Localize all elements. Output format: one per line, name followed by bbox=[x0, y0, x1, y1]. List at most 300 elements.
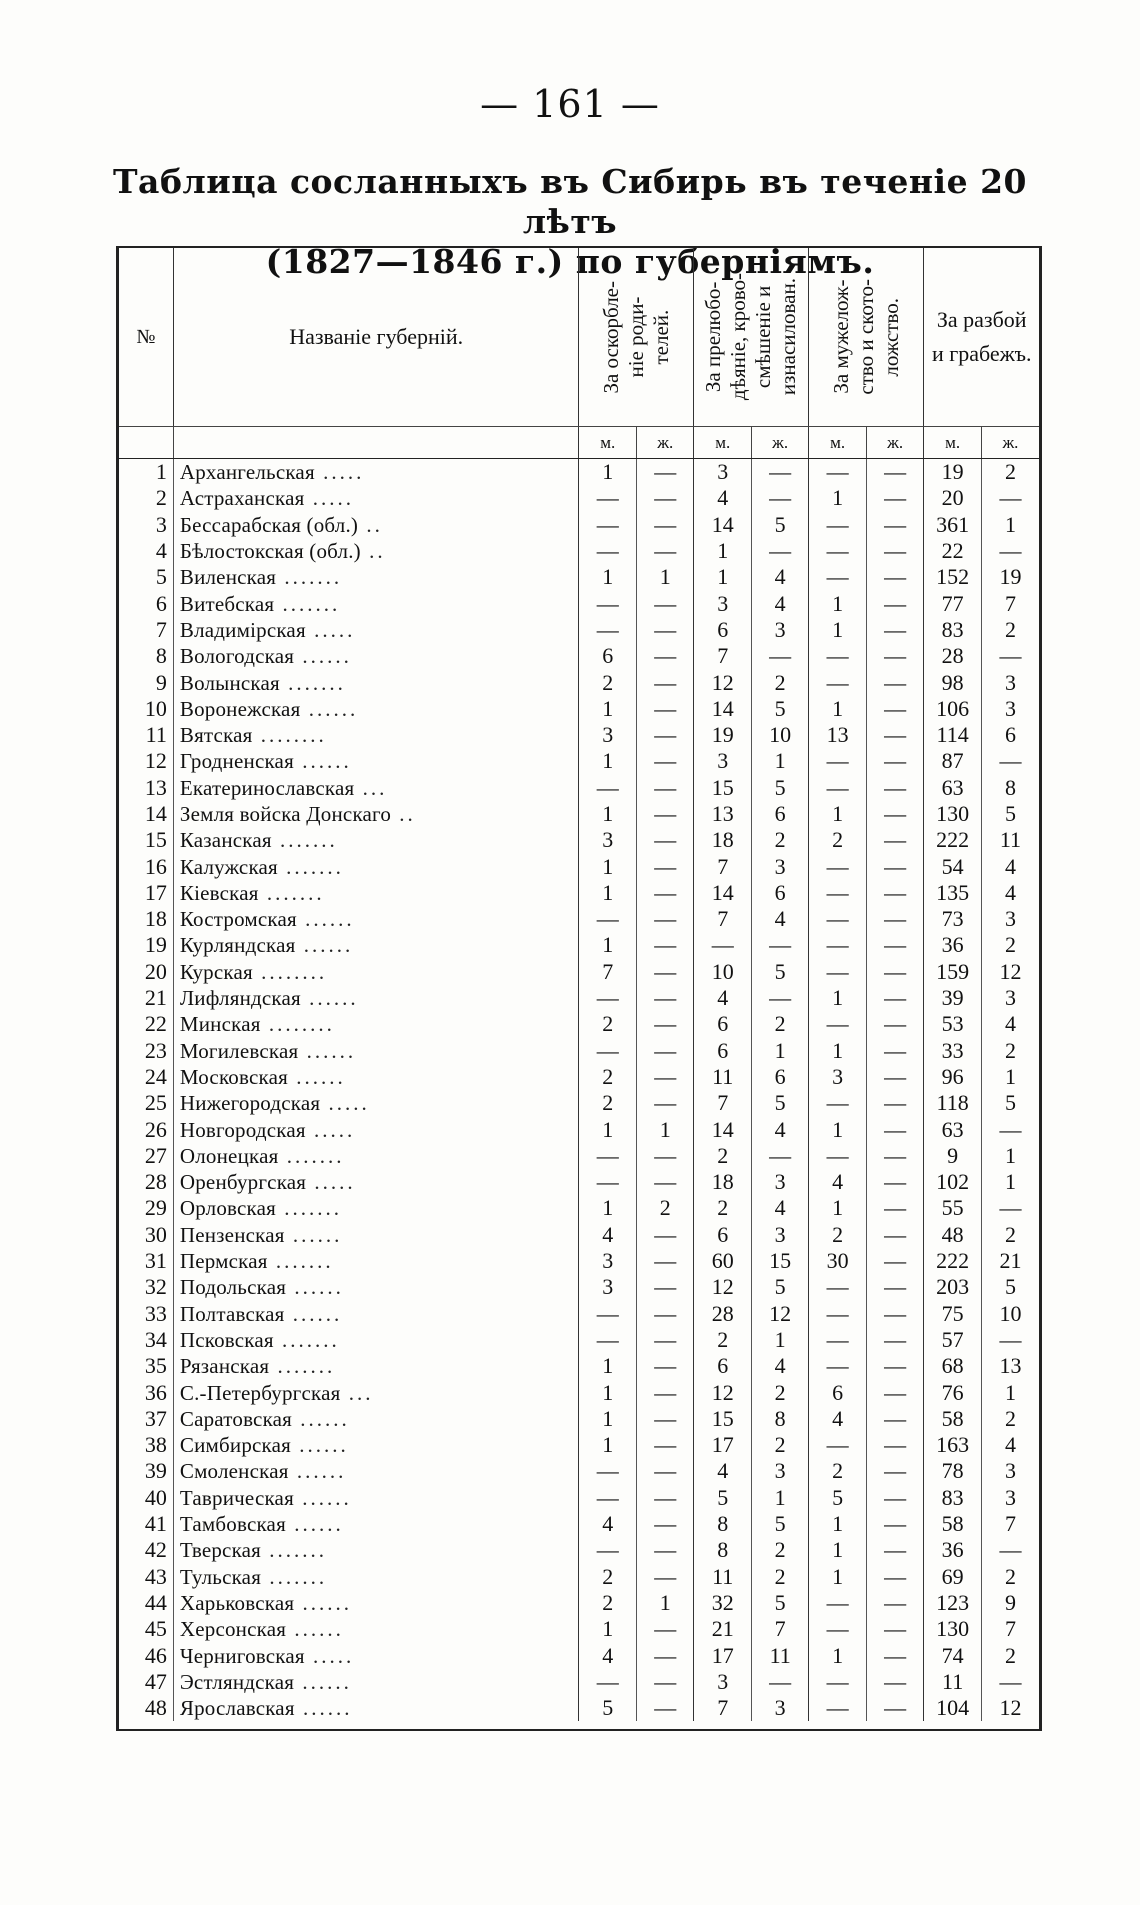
table-cell: 7 bbox=[579, 959, 636, 985]
province-name: Тамбовская ...... bbox=[173, 1511, 579, 1537]
table-cell: 2 bbox=[579, 1563, 636, 1589]
province-name: Пермская ....... bbox=[173, 1248, 579, 1274]
province-name: Тульская ....... bbox=[173, 1563, 579, 1589]
table-cell: 6 bbox=[809, 1379, 866, 1405]
table-cell: 8 bbox=[751, 1406, 808, 1432]
table-cell: 104 bbox=[924, 1695, 981, 1721]
row-number: 46 bbox=[144, 1642, 167, 1668]
table-cell: — bbox=[809, 459, 866, 486]
row-number: 4 bbox=[155, 538, 167, 564]
row-number: 15 bbox=[144, 827, 167, 853]
table-cell: 2 bbox=[809, 827, 866, 853]
table-cell: 2 bbox=[579, 1590, 636, 1616]
table-cell: — bbox=[636, 748, 693, 774]
table-cell: 63 bbox=[924, 775, 981, 801]
province-name: Бессарабская (обл.) .. bbox=[173, 512, 579, 538]
table-cell: — bbox=[866, 1064, 923, 1090]
row-number: 37 bbox=[144, 1405, 167, 1431]
table-cell: — bbox=[866, 775, 923, 801]
table-cell: 3 bbox=[751, 1222, 808, 1248]
table-cell: — bbox=[579, 1669, 636, 1695]
row-number: 17 bbox=[144, 879, 167, 905]
table-cell: — bbox=[636, 801, 693, 827]
table-row bbox=[119, 1169, 1039, 1195]
table-cell: — bbox=[636, 1406, 693, 1432]
table-cell: 1 bbox=[809, 617, 866, 643]
table-cell: 87 bbox=[924, 748, 981, 774]
table-cell: 60 bbox=[694, 1248, 751, 1274]
table-cell: — bbox=[636, 1511, 693, 1537]
table-cell: 19 bbox=[981, 564, 1039, 590]
row-number: 28 bbox=[144, 1169, 167, 1195]
table-cell: 3 bbox=[981, 1458, 1039, 1484]
table-row bbox=[119, 1458, 1039, 1484]
table-cell: 12 bbox=[694, 1379, 751, 1405]
table-cell: 76 bbox=[924, 1379, 981, 1405]
subheader-zh: ж. bbox=[866, 427, 923, 459]
table-cell: 1 bbox=[579, 1379, 636, 1405]
table-cell: 4 bbox=[751, 906, 808, 932]
table-cell: 36 bbox=[924, 1537, 981, 1563]
table-cell: 1 bbox=[981, 1169, 1039, 1195]
table-cell: 2 bbox=[751, 669, 808, 695]
table-cell: 58 bbox=[924, 1406, 981, 1432]
table-cell: 13 bbox=[809, 722, 866, 748]
row-number: 23 bbox=[144, 1037, 167, 1063]
province-name: Черниговская ..... bbox=[173, 1642, 579, 1668]
province-name: Кіевская ....... bbox=[173, 880, 579, 906]
table-cell: — bbox=[981, 1327, 1039, 1353]
table-cell: 5 bbox=[694, 1485, 751, 1511]
table-cell: — bbox=[809, 1590, 866, 1616]
table-row bbox=[119, 590, 1039, 616]
table-cell: — bbox=[579, 538, 636, 564]
row-number: 16 bbox=[144, 853, 167, 879]
table-cell: 68 bbox=[924, 1353, 981, 1379]
table-cell: — bbox=[636, 1090, 693, 1116]
table-row bbox=[119, 1011, 1039, 1037]
table-cell: — bbox=[866, 827, 923, 853]
table-cell: 361 bbox=[924, 512, 981, 538]
table-cell: 12 bbox=[981, 1695, 1039, 1721]
table-cell: — bbox=[579, 906, 636, 932]
row-number: 14 bbox=[144, 801, 167, 826]
table-cell: 1 bbox=[809, 1116, 866, 1142]
table-cell: 5 bbox=[751, 1090, 808, 1116]
table-cell: — bbox=[751, 1669, 808, 1695]
table-cell: 12 bbox=[981, 959, 1039, 985]
table-cell: 1 bbox=[981, 512, 1039, 538]
table-cell: 75 bbox=[924, 1301, 981, 1327]
exiles-table-frame bbox=[116, 246, 1042, 1731]
header-robbery: За разбой и грабежъ. bbox=[924, 248, 1039, 427]
table-cell: 7 bbox=[694, 1695, 751, 1721]
row-number: 47 bbox=[144, 1668, 167, 1694]
table-cell: 2 bbox=[694, 1143, 751, 1169]
subheader-m: м. bbox=[579, 427, 636, 459]
table-cell: 1 bbox=[579, 459, 636, 486]
table-cell: 4 bbox=[751, 1116, 808, 1142]
table-cell: 3 bbox=[694, 1669, 751, 1695]
table-cell: 159 bbox=[924, 959, 981, 985]
table-cell: 13 bbox=[981, 1353, 1039, 1379]
row-number: 43 bbox=[144, 1563, 167, 1589]
province-name: Вологодская ...... bbox=[173, 643, 579, 669]
table-cell: 98 bbox=[924, 669, 981, 695]
province-name: Владимірская ..... bbox=[173, 617, 579, 643]
table-row bbox=[119, 985, 1039, 1011]
table-cell: 6 bbox=[579, 643, 636, 669]
table-row bbox=[119, 906, 1039, 932]
table-cell: — bbox=[636, 959, 693, 985]
table-cell: — bbox=[866, 1616, 923, 1642]
table-row bbox=[119, 1353, 1039, 1379]
table-cell: 9 bbox=[924, 1143, 981, 1169]
table-cell: 12 bbox=[694, 1274, 751, 1300]
row-number: 2 bbox=[155, 485, 167, 511]
table-cell: — bbox=[636, 617, 693, 643]
table-cell: 2 bbox=[809, 1458, 866, 1484]
table-cell: 4 bbox=[809, 1406, 866, 1432]
table-cell: — bbox=[866, 1458, 923, 1484]
table-cell: 3 bbox=[981, 696, 1039, 722]
table-cell: — bbox=[866, 512, 923, 538]
table-row bbox=[119, 801, 1039, 827]
table-cell: — bbox=[981, 643, 1039, 669]
row-number: 18 bbox=[144, 906, 167, 932]
table-cell: — bbox=[809, 880, 866, 906]
table-cell: — bbox=[809, 775, 866, 801]
table-cell: — bbox=[636, 590, 693, 616]
table-cell: — bbox=[866, 722, 923, 748]
table-cell: 30 bbox=[809, 1248, 866, 1274]
table-cell: 106 bbox=[924, 696, 981, 722]
table-cell: — bbox=[866, 1642, 923, 1668]
row-number: 42 bbox=[144, 1537, 167, 1563]
table-row bbox=[119, 459, 1039, 486]
table-cell: — bbox=[866, 1222, 923, 1248]
table-row bbox=[119, 1406, 1039, 1432]
province-name: Псковская ....... bbox=[173, 1327, 579, 1353]
table-cell: 1 bbox=[809, 1511, 866, 1537]
table-cell: 4 bbox=[751, 590, 808, 616]
table-cell: — bbox=[751, 485, 808, 511]
table-cell: 6 bbox=[751, 1064, 808, 1090]
province-name: Тверская ....... bbox=[173, 1537, 579, 1563]
table-cell: — bbox=[809, 906, 866, 932]
table-cell: 83 bbox=[924, 1485, 981, 1511]
province-name: Калужская ....... bbox=[173, 853, 579, 879]
table-row bbox=[119, 1379, 1039, 1405]
table-cell: 6 bbox=[694, 1011, 751, 1037]
table-cell: — bbox=[636, 932, 693, 958]
table-row bbox=[119, 1143, 1039, 1169]
table-cell: — bbox=[866, 880, 923, 906]
table-cell: 114 bbox=[924, 722, 981, 748]
table-cell: 2 bbox=[694, 1195, 751, 1221]
row-number: 32 bbox=[144, 1274, 167, 1300]
table-cell: 1 bbox=[636, 1590, 693, 1616]
table-cell: 14 bbox=[694, 1116, 751, 1142]
exiles-table bbox=[119, 248, 1039, 1721]
table-cell: 55 bbox=[924, 1195, 981, 1221]
province-name: Орловская ....... bbox=[173, 1195, 579, 1221]
table-cell: 54 bbox=[924, 853, 981, 879]
gender-subheader-row bbox=[119, 427, 1039, 459]
row-number: 30 bbox=[144, 1221, 167, 1247]
table-cell: 11 bbox=[751, 1642, 808, 1668]
province-name: Екатеринославская ... bbox=[173, 775, 579, 801]
table-cell: — bbox=[636, 1642, 693, 1668]
row-number: 34 bbox=[144, 1326, 167, 1352]
row-number: 8 bbox=[155, 643, 167, 669]
table-row bbox=[119, 827, 1039, 853]
table-cell: 203 bbox=[924, 1274, 981, 1300]
table-cell: 1 bbox=[809, 1038, 866, 1064]
table-cell: 2 bbox=[981, 617, 1039, 643]
table-cell: — bbox=[866, 1169, 923, 1195]
table-cell: 48 bbox=[924, 1222, 981, 1248]
province-name: Лифляндская ...... bbox=[173, 985, 579, 1011]
table-row bbox=[119, 1327, 1039, 1353]
province-name: Минская ........ bbox=[173, 1011, 579, 1037]
table-cell: — bbox=[809, 1301, 866, 1327]
table-cell: — bbox=[866, 1195, 923, 1221]
table-cell: 5 bbox=[751, 775, 808, 801]
table-cell: — bbox=[636, 669, 693, 695]
table-cell: 13 bbox=[694, 801, 751, 827]
subheader-zh: ж. bbox=[636, 427, 693, 459]
table-cell: 1 bbox=[579, 853, 636, 879]
table-body bbox=[119, 459, 1039, 1722]
table-cell: — bbox=[866, 1090, 923, 1116]
table-cell: 1 bbox=[981, 1379, 1039, 1405]
table-row bbox=[119, 1274, 1039, 1300]
table-cell: — bbox=[636, 985, 693, 1011]
table-cell: 3 bbox=[981, 669, 1039, 695]
province-name: Вятская ........ bbox=[173, 722, 579, 748]
table-cell: — bbox=[809, 1090, 866, 1116]
table-cell: — bbox=[866, 959, 923, 985]
table-cell: 2 bbox=[751, 1432, 808, 1458]
table-cell: 28 bbox=[924, 643, 981, 669]
table-cell: 4 bbox=[981, 853, 1039, 879]
table-cell: 19 bbox=[924, 459, 981, 486]
table-cell: — bbox=[866, 1116, 923, 1142]
province-name: Херсонская ...... bbox=[173, 1616, 579, 1642]
table-cell: — bbox=[579, 1327, 636, 1353]
table-cell: 2 bbox=[751, 1537, 808, 1563]
table-row bbox=[119, 1537, 1039, 1563]
table-cell: — bbox=[636, 512, 693, 538]
row-number: 6 bbox=[155, 590, 167, 616]
province-name: Харьковская ...... bbox=[173, 1590, 579, 1616]
table-cell: 3 bbox=[981, 906, 1039, 932]
row-number: 12 bbox=[144, 748, 167, 774]
table-cell: 6 bbox=[694, 1222, 751, 1248]
table-cell: 1 bbox=[809, 985, 866, 1011]
table-cell: 18 bbox=[694, 1169, 751, 1195]
province-name: Подольская ...... bbox=[173, 1274, 579, 1300]
table-cell: 5 bbox=[579, 1695, 636, 1721]
table-cell: 2 bbox=[981, 1563, 1039, 1589]
province-name: Земля войска Донскаго .. bbox=[173, 801, 579, 827]
table-cell: 1 bbox=[694, 564, 751, 590]
table-row bbox=[119, 932, 1039, 958]
province-name: Рязанская ....... bbox=[173, 1353, 579, 1379]
province-name: С.-Петербургская ... bbox=[173, 1379, 579, 1405]
table-cell: — bbox=[866, 1590, 923, 1616]
table-cell: 1 bbox=[579, 696, 636, 722]
table-cell: 4 bbox=[981, 880, 1039, 906]
row-number: 7 bbox=[155, 616, 167, 642]
table-row bbox=[119, 748, 1039, 774]
province-name: Ярославская ...... bbox=[173, 1695, 579, 1721]
table-cell: — bbox=[866, 1301, 923, 1327]
table-cell: 3 bbox=[809, 1064, 866, 1090]
subheader-m: м. bbox=[924, 427, 981, 459]
table-cell: — bbox=[809, 959, 866, 985]
table-cell: 33 bbox=[924, 1038, 981, 1064]
table-cell: — bbox=[866, 1038, 923, 1064]
table-cell: — bbox=[981, 1669, 1039, 1695]
table-cell: 14 bbox=[694, 696, 751, 722]
table-cell: 1 bbox=[579, 1616, 636, 1642]
row-number: 10 bbox=[144, 695, 167, 721]
table-row bbox=[119, 880, 1039, 906]
table-cell: — bbox=[579, 1169, 636, 1195]
table-row bbox=[119, 1064, 1039, 1090]
table-cell: 3 bbox=[579, 1248, 636, 1274]
table-cell: — bbox=[636, 1353, 693, 1379]
table-cell: 5 bbox=[751, 959, 808, 985]
table-cell: — bbox=[809, 1695, 866, 1721]
table-cell: 57 bbox=[924, 1327, 981, 1353]
table-cell: — bbox=[579, 1301, 636, 1327]
table-cell: — bbox=[636, 1038, 693, 1064]
header-insulting-parents: За оскорбле- ніе роди- телей. bbox=[579, 248, 694, 427]
province-name: Новгородская ..... bbox=[173, 1116, 579, 1142]
table-cell: — bbox=[866, 696, 923, 722]
row-number: 26 bbox=[144, 1116, 167, 1142]
table-cell: 2 bbox=[751, 1563, 808, 1589]
table-cell: 1 bbox=[809, 1642, 866, 1668]
table-cell: — bbox=[636, 722, 693, 748]
table-cell: 5 bbox=[809, 1485, 866, 1511]
table-row bbox=[119, 722, 1039, 748]
table-cell: — bbox=[866, 1327, 923, 1353]
table-cell: 2 bbox=[751, 1011, 808, 1037]
title-line-1: Таблица сосланныхъ въ Сибирь въ теченіе 20 лѣтъ bbox=[113, 162, 1027, 241]
table-cell: — bbox=[636, 1695, 693, 1721]
table-row bbox=[119, 1248, 1039, 1274]
table-cell: 3 bbox=[751, 1695, 808, 1721]
table-cell: — bbox=[751, 459, 808, 486]
table-cell: — bbox=[866, 1143, 923, 1169]
table-cell: 1 bbox=[981, 1064, 1039, 1090]
province-name: Нижегородская ..... bbox=[173, 1090, 579, 1116]
table-cell: 20 bbox=[924, 485, 981, 511]
table-cell: 1 bbox=[751, 1327, 808, 1353]
table-cell: 1 bbox=[579, 880, 636, 906]
table-cell: — bbox=[981, 1537, 1039, 1563]
table-cell: 4 bbox=[579, 1511, 636, 1537]
table-cell: 2 bbox=[981, 1038, 1039, 1064]
table-cell: — bbox=[866, 1274, 923, 1300]
table-cell: — bbox=[866, 485, 923, 511]
table-cell: 3 bbox=[751, 617, 808, 643]
table-cell: 102 bbox=[924, 1169, 981, 1195]
row-number: 19 bbox=[144, 932, 167, 958]
province-name: Витебская ....... bbox=[173, 590, 579, 616]
table-cell: 17 bbox=[694, 1432, 751, 1458]
row-number: 21 bbox=[144, 985, 167, 1011]
table-cell: — bbox=[579, 985, 636, 1011]
table-cell: 1 bbox=[751, 1038, 808, 1064]
table-cell: 8 bbox=[694, 1511, 751, 1537]
table-cell: — bbox=[636, 485, 693, 511]
subheader-zh: ж. bbox=[751, 427, 808, 459]
table-cell: 4 bbox=[981, 1432, 1039, 1458]
table-cell: 1 bbox=[809, 1563, 866, 1589]
header-number: № bbox=[119, 248, 173, 427]
table-row bbox=[119, 1590, 1039, 1616]
table-cell: 222 bbox=[924, 827, 981, 853]
table-cell: 4 bbox=[751, 1195, 808, 1221]
table-row bbox=[119, 512, 1039, 538]
province-name: Оренбургская ..... bbox=[173, 1169, 579, 1195]
table-cell: 1 bbox=[579, 801, 636, 827]
table-row bbox=[119, 1563, 1039, 1589]
table-cell: 5 bbox=[751, 696, 808, 722]
row-number: 33 bbox=[144, 1300, 167, 1326]
table-cell: — bbox=[866, 1537, 923, 1563]
table-cell: 135 bbox=[924, 880, 981, 906]
table-cell: 5 bbox=[751, 1511, 808, 1537]
table-cell: 3 bbox=[751, 1169, 808, 1195]
table-cell: — bbox=[579, 512, 636, 538]
table-cell: 1 bbox=[809, 1195, 866, 1221]
table-cell: 2 bbox=[981, 932, 1039, 958]
table-cell: 14 bbox=[694, 880, 751, 906]
row-number: 13 bbox=[144, 774, 167, 800]
table-cell: — bbox=[981, 748, 1039, 774]
table-cell: 7 bbox=[751, 1616, 808, 1642]
table-row bbox=[119, 696, 1039, 722]
table-cell: 7 bbox=[694, 906, 751, 932]
table-cell: 152 bbox=[924, 564, 981, 590]
table-cell: — bbox=[751, 985, 808, 1011]
table-cell: 6 bbox=[694, 1038, 751, 1064]
table-cell: 3 bbox=[751, 853, 808, 879]
row-number: 38 bbox=[144, 1432, 167, 1458]
table-cell: 2 bbox=[981, 459, 1039, 486]
table-cell: 7 bbox=[694, 853, 751, 879]
table-cell: 77 bbox=[924, 590, 981, 616]
table-row bbox=[119, 1511, 1039, 1537]
table-cell: 5 bbox=[751, 512, 808, 538]
row-number: 20 bbox=[144, 958, 167, 984]
province-name: Курляндская ...... bbox=[173, 932, 579, 958]
table-cell: 21 bbox=[694, 1616, 751, 1642]
province-name: Эстляндская ...... bbox=[173, 1669, 579, 1695]
table-cell: 3 bbox=[694, 748, 751, 774]
table-cell: — bbox=[636, 1537, 693, 1563]
table-cell: — bbox=[866, 801, 923, 827]
table-cell: 1 bbox=[809, 696, 866, 722]
table-cell: 4 bbox=[751, 1353, 808, 1379]
table-row bbox=[119, 1669, 1039, 1695]
